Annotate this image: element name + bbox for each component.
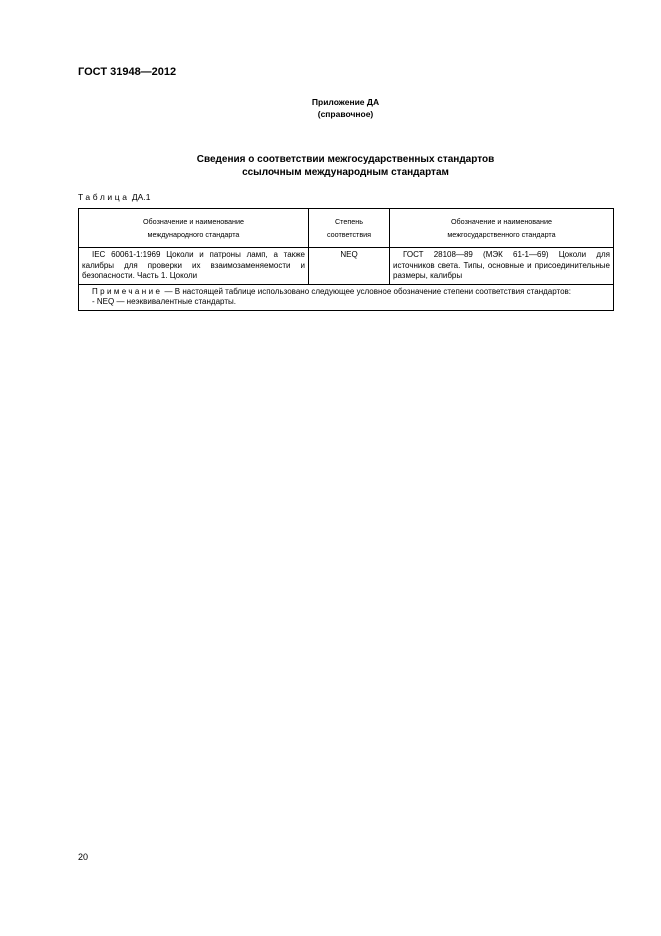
- header-line: международного стандарта: [147, 230, 240, 239]
- header-line: соответствия: [326, 230, 372, 239]
- document-id: ГОСТ 31948—2012: [78, 66, 177, 78]
- table-header-row: [79, 209, 614, 248]
- table-caption-word: Таблица: [78, 192, 130, 202]
- header-international-standard: [79, 209, 309, 248]
- section-title: [0, 153, 661, 179]
- header-interstate-standard: [390, 209, 614, 248]
- header-degree: [309, 209, 390, 248]
- section-title-line-1: Сведения о соответствии межгосударственных стандартов: [196, 154, 495, 165]
- appendix-heading: [0, 96, 661, 120]
- table-row: [79, 248, 614, 285]
- cell-degree: NEQ: [309, 248, 390, 285]
- page-number: 20: [78, 852, 89, 862]
- note-text-line: [82, 287, 610, 298]
- appendix-kind: (справочное): [317, 109, 374, 119]
- table-note: [79, 284, 614, 310]
- header-line: Степень: [334, 217, 363, 226]
- header-line: межгосударственного стандарта: [447, 230, 556, 239]
- header-line: Обозначение и наименование: [450, 217, 553, 226]
- appendix-title: Приложение ДА: [311, 97, 380, 107]
- note-item: - NEQ — неэквивалентные стандарты.: [92, 297, 236, 306]
- correspondence-table: [78, 208, 614, 311]
- section-title-line-2: ссылочным международным стандартам: [242, 167, 449, 178]
- header-line: Обозначение и наименование: [142, 217, 245, 226]
- table-caption: [78, 192, 150, 202]
- note-text: — В настоящей таблице использовано следующее условное обозначение степени соответствия стандартов:: [164, 286, 571, 296]
- table-note-row: [79, 284, 614, 310]
- table-caption-number: ДА.1: [131, 192, 151, 202]
- cell-interstate-standard: ГОСТ 28108—89 (МЭК 61-1—69) Цоколи для источников света. Типы, основные и присоединительные размеры, калибры: [390, 248, 614, 285]
- cell-international-standard: IEC 60061-1:1969 Цоколи и патроны ламп, а также калибры для проверки их взаимозаменяемости и безопасности. Часть 1. Цоколи: [79, 248, 309, 285]
- note-label: Примечание: [92, 286, 163, 296]
